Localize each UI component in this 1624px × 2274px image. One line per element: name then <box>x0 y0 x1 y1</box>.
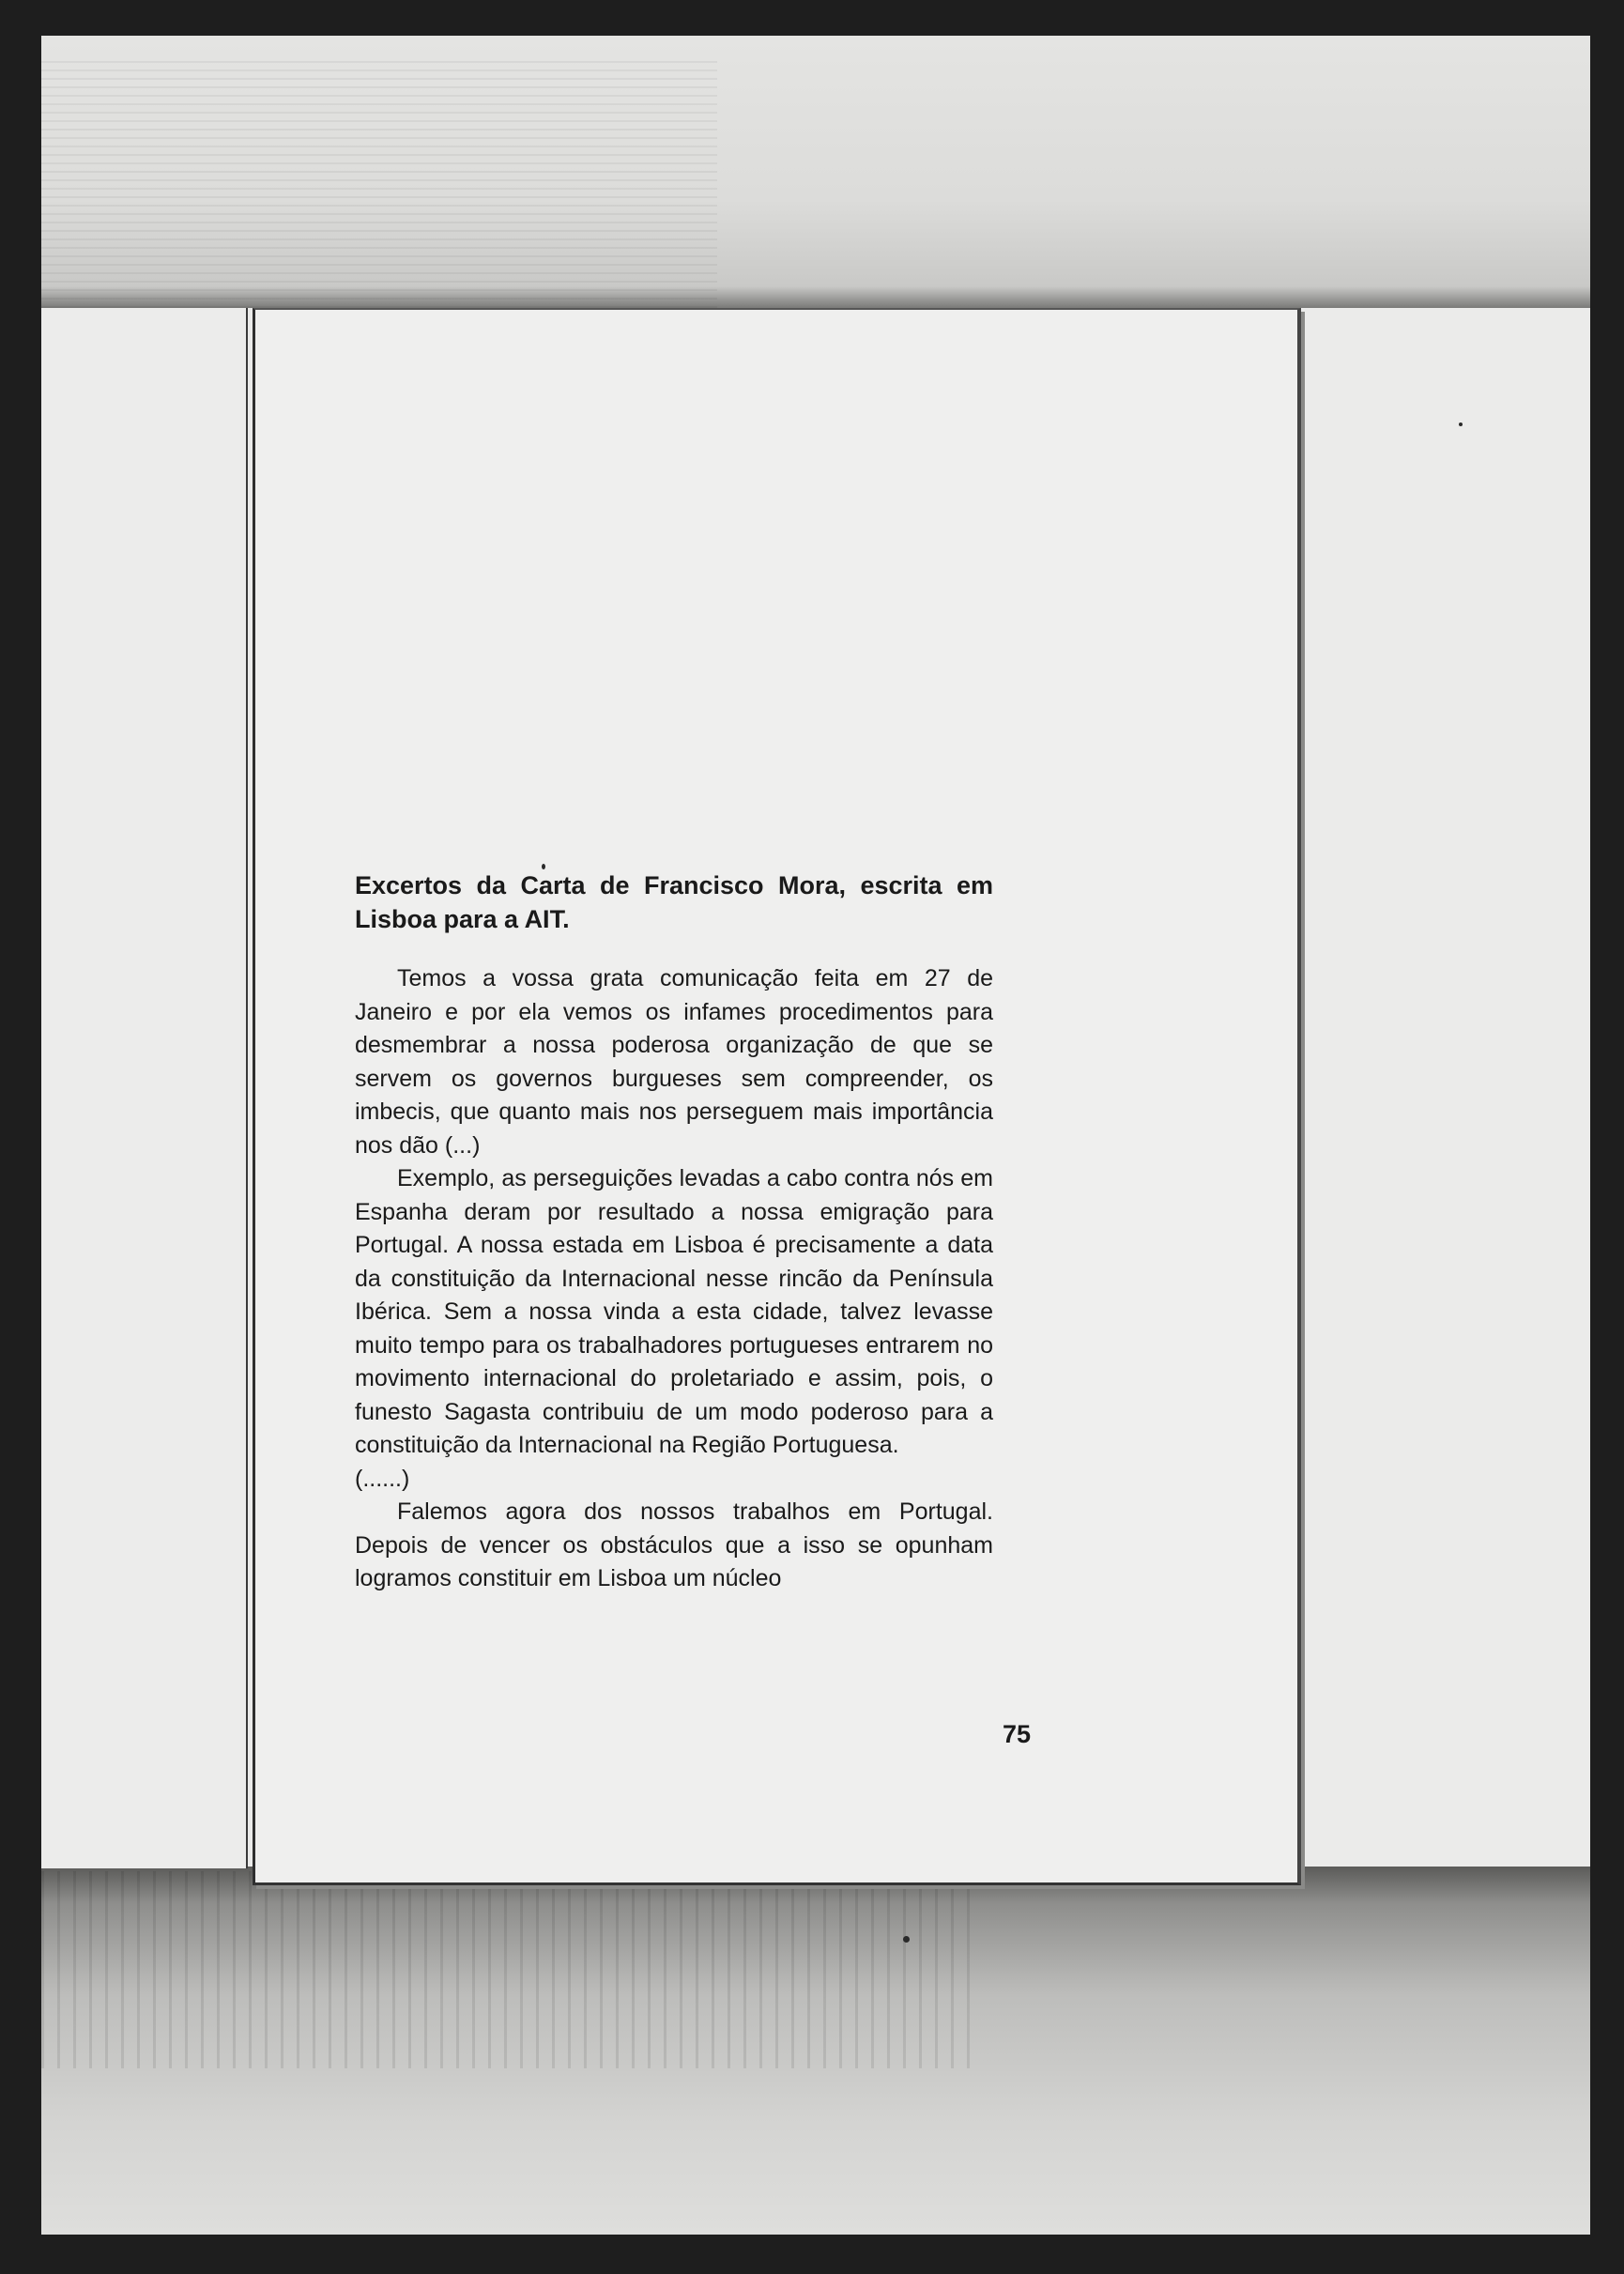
scan-texture-bottom <box>41 1871 980 2068</box>
ink-speck <box>903 1936 910 1943</box>
ellipsis-line: (......) <box>355 1465 410 1492</box>
paragraph-3: Falemos agora dos nossos trabalhos em Portugal. Depois de vencer os obstáculos que a isso se opunham logramos constituir em Lisboa um núcleo <box>355 1498 993 1591</box>
scan-texture-top <box>41 54 717 308</box>
left-page-edge <box>41 308 248 1868</box>
paragraph-1: Temos a vossa grata comunicação feita em 27 de Janeiro e por ela vemos os infames procedimentos para desmembrar a nossa poderosa organização de que se servem os governos burgueses sem compreender, os imbecis, que quanto mais nos perseguem mais importância nos dão (...) <box>355 965 993 1159</box>
document-heading: Excertos da Carta de Francisco Mora, escrita em Lisboa para a AIT. <box>355 871 993 933</box>
body-text <box>355 962 993 1596</box>
paragraph-2: Exemplo, as perseguições levadas a cabo contra nós em Espanha deram por resultado a nossa emigração para Portugal. A nossa estada em Lisboa é precisamente a data da constituição da Internacional nesse rincão da Península Ibérica. Sem a nossa vinda a esta cidade, talvez levasse muito tempo para os trabalhadores portugueses entrarem no movimento internacional do proletariado e assim, pois, o funesto Sagasta contribuiu de um modo poderoso para a constituição da Internacional na Região Portuguesa. <box>355 1165 993 1458</box>
document-body <box>355 868 993 1596</box>
ink-speck <box>1459 423 1463 426</box>
page-number: 75 <box>1002 1720 1031 1748</box>
